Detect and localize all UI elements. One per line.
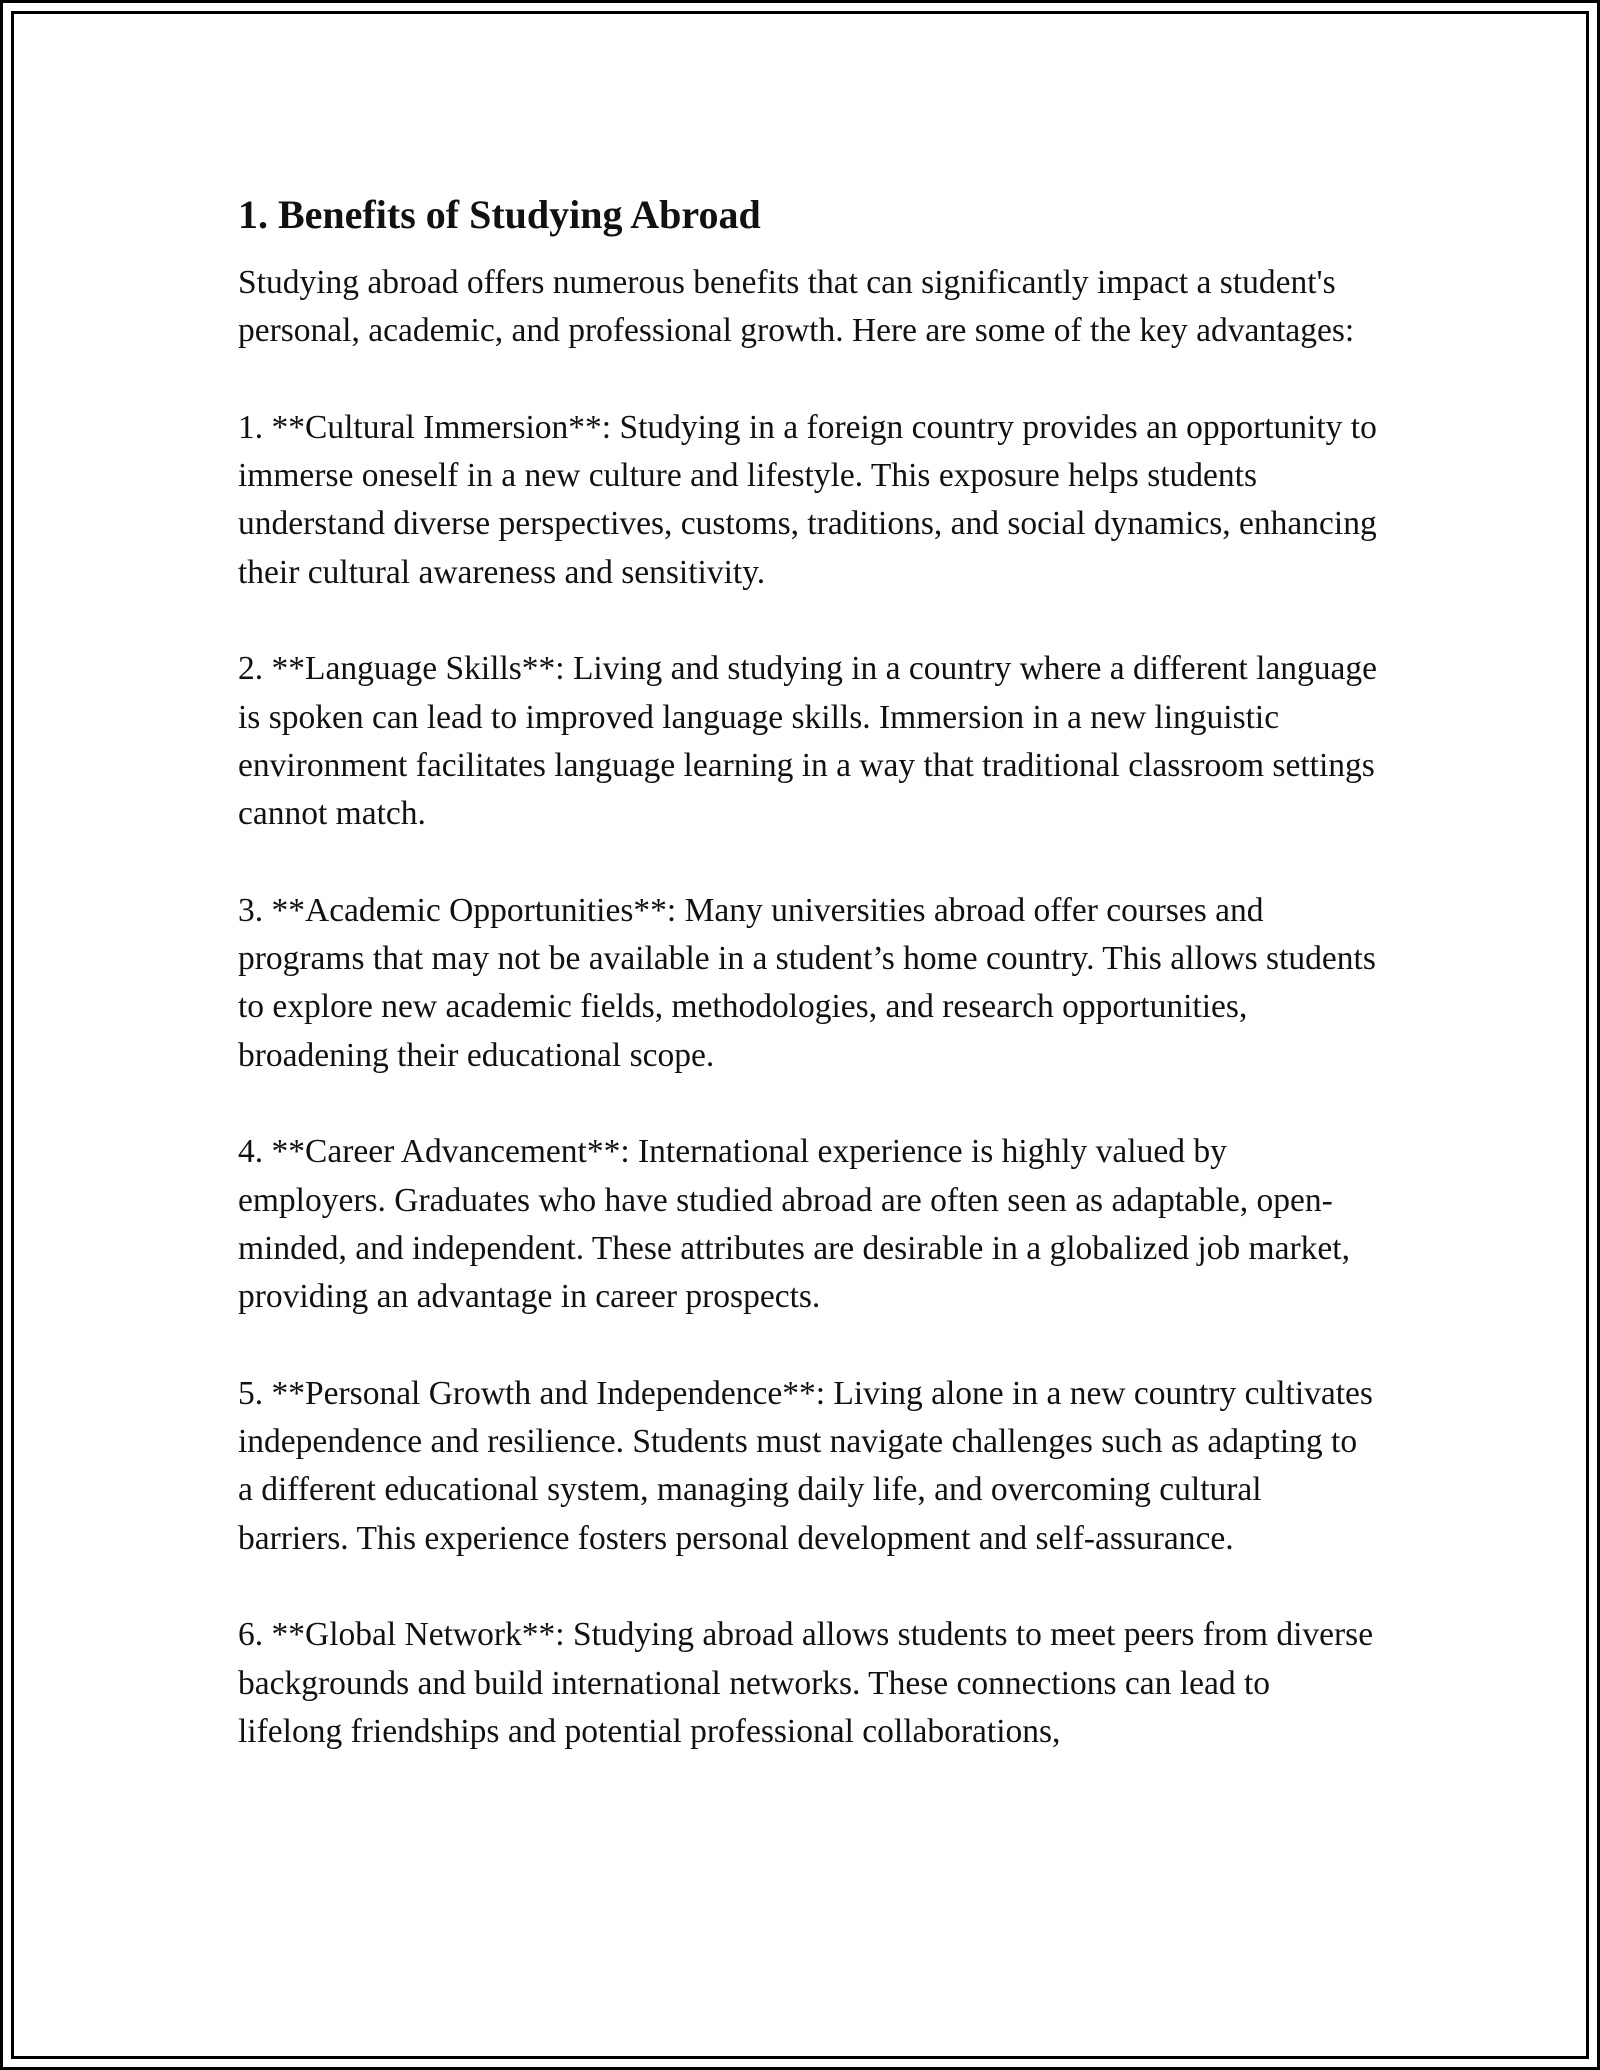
benefit-language-skills: 2. **Language Skills**: Living and studying in a country where a different language is spoken can lead to improved language skills. Immersion in a new linguistic environment facilitates language learning in a way that traditional classroom settings cannot match. [238,650,1378,833]
intro-paragraph: Studying abroad offers numerous benefits that can significantly impact a student's personal, academic, and professional growth. Here are some of the key advantages: [238,264,1355,350]
document-body [238,187,1378,1805]
benefit-cultural-immersion: 1. **Cultural Immersion**: Studying in a foreign country provides an opportunity to immerse oneself in a new culture and lifestyle. This exposure helps students understand diverse perspectives, customs, traditions, and social dynamics, enhancing their cultural awareness and sensitivity. [238,408,1377,591]
benefit-global-network: 6. **Global Network**: Studying abroad allows students to meet peers from diverse backgrounds and build international networks. These connections can lead to lifelong friendships and potential professional collaborations, [238,1616,1374,1750]
section-heading: 1. Benefits of Studying Abroad [238,192,761,237]
benefit-career-advancement: 4. **Career Advancement**: International experience is highly valued by employers. Graduates who have studied abroad are often seen as adaptable, open-minded, and independent. These attributes are desirable in a globalized job market, providing an advantage in career prospects. [238,1133,1350,1316]
benefit-academic-opportunities: 3. **Academic Opportunities**: Many universities abroad offer courses and programs that may not be available in a student’s home country. This allows students to explore new academic fields, methodologies, and research opportunities, broadening their educational scope. [238,891,1376,1074]
benefit-personal-growth: 5. **Personal Growth and Independence**: Living alone in a new country cultivates independence and resilience. Students must navigate challenges such as adapting to a different educational system, managing daily life, and overcoming cultural barriers. This experience fosters personal development and self-assurance. [238,1374,1373,1557]
